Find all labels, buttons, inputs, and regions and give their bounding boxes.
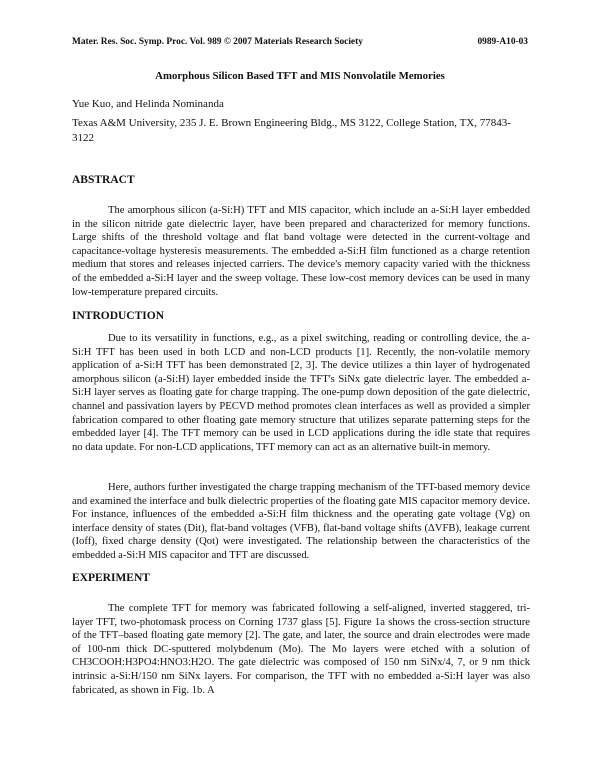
abstract-text: The amorphous silicon (a-Si:H) TFT and MIS capacitor, which include an a-Si:H layer embedded in the silicon nitride gate dielectric layer, have been prepared and characterized for memory functions. Large shifts of the threshold voltage and flat band voltage were detected in the current-voltage and capacitance-voltage hysteresis measurements. The embedded a-Si:H film functioned as a charge retention medium that stores and releases injected carriers. The device's memory capacity varied with the thickness of the embedded a-Si:H layer and the sweep voltage. These low-cost memory devices can be used in many low-temperature prepared circuits. <box>72 205 530 298</box>
introduction-paragraph-2: Here, authors further investigated the charge trapping mechanism of the TFT-based memory device and examined the interface and bulk dielectric properties of the floating gate MIS capacitor memory device. For instance, influences of the embedded a-Si:H film thickness and the operating gate voltage (Vg) on interface density of states (Dit), flat-band voltages (VFB), flat-band voltage shifts (ΔVFB), leakage current (Ioff), fixed charge density (Qot) were investigated. The relationship between the characteristics of the embedded a-Si:H MIS capacitor and TFT are discussed. <box>72 482 530 561</box>
abstract-heading: ABSTRACT <box>72 174 135 186</box>
introduction-heading: INTRODUCTION <box>72 310 165 322</box>
authors: Yue Kuo, and Helinda Nominanda <box>72 98 224 110</box>
running-header <box>72 37 528 47</box>
journal-citation: Mater. Res. Soc. Symp. Proc. Vol. 989 © 2007 Materials Research Society <box>72 37 363 47</box>
introduction-paragraph-1: Due to its versatility in functions, e.g., as a pixel switching, reading or controlling device, the a-Si:H TFT has been used in both LCD and non-LCD products [1]. Recently, the non-volatile memory application of a-Si:H TFT has been demonstrated [2, 3]. The device utilizes a thin layer of hydrogenated amorphous silicon (a-Si:H) layer embedded inside the TFT's SiNx gate dielectric layer. The embedded a-Si:H layer serves as floating gate for charge trapping. The one-pump down deposition of the gate dielectric, channel and passivation layers by PECVD method promotes clean interfaces as well as provided a simpler fabrication compared to other floating gate memory structure that utilizes separate patterning steps for the embedded layer [4]. The TFT memory can be used in LCD applications during the idle state that requires no data update. For non-LCD applications, TFT memory can act as an alternative built-in memory. <box>72 333 530 453</box>
affiliation: Texas A&M University, 235 J. E. Brown Engineering Bldg., MS 3122, College Station, TX, 77843-3122 <box>72 117 511 144</box>
experiment-paragraph: The complete TFT for memory was fabricated following a self-aligned, inverted staggered, tri-layer TFT, two-photomask process on Corning 1737 glass [5]. Figure 1a shows the cross-section structure of the TFT–based floating gate memory [2]. The gate, and later, the source and drain electrodes were made of 100-nm thick DC-sputtered molybdenum (Mo). The Mo layers were etched with a solution of CH3COOH:H3PO4:HNO3:H2O. The gate dielectric was composed of 150 nm SiNx/4, 7, or 9 nm thick intrinsic a-Si:H/150 nm SiNx layers. For comparison, the TFT with no embedded a-Si:H layer was also fabricated, as shown in Fig. 1b. A <box>72 603 530 696</box>
paper-title: Amorphous Silicon Based TFT and MIS Nonvolatile Memories <box>155 70 445 82</box>
experiment-heading: EXPERIMENT <box>72 572 150 584</box>
paper-id: 0989-A10-03 <box>477 37 528 47</box>
